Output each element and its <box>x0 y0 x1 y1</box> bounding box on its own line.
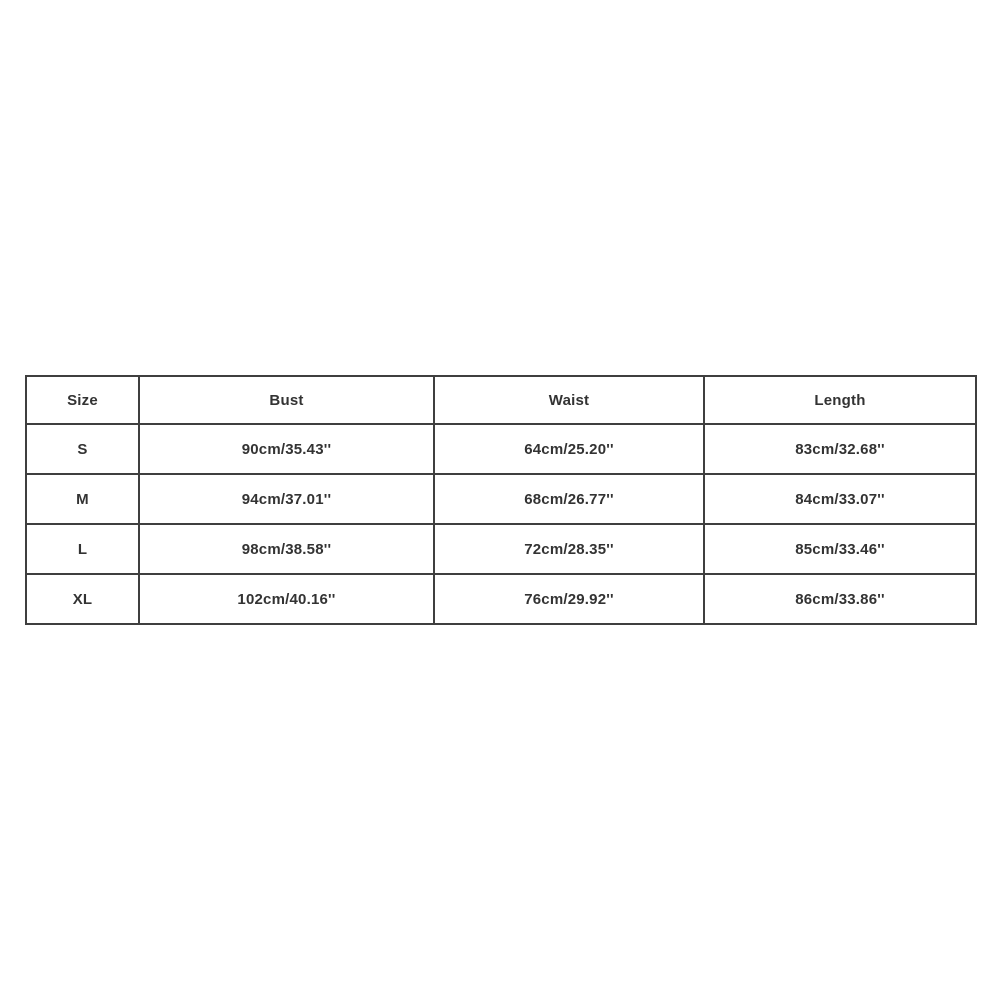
cell-waist-s: 64cm/25.20'' <box>434 424 704 474</box>
cell-size-l: L <box>26 524 139 574</box>
table-row-xl <box>26 574 976 624</box>
cell-bust-m: 94cm/37.01'' <box>139 474 434 524</box>
cell-waist-l: 72cm/28.35'' <box>434 524 704 574</box>
cell-length-xl: 86cm/33.86'' <box>704 574 976 624</box>
column-header-size: Size <box>26 376 139 424</box>
column-header-length: Length <box>704 376 976 424</box>
cell-length-s: 83cm/32.68'' <box>704 424 976 474</box>
cell-waist-m: 68cm/26.77'' <box>434 474 704 524</box>
table-row-l <box>26 524 976 574</box>
cell-waist-xl: 76cm/29.92'' <box>434 574 704 624</box>
column-header-waist: Waist <box>434 376 704 424</box>
cell-size-m: M <box>26 474 139 524</box>
cell-length-l: 85cm/33.46'' <box>704 524 976 574</box>
cell-size-xl: XL <box>26 574 139 624</box>
cell-bust-s: 90cm/35.43'' <box>139 424 434 474</box>
cell-size-s: S <box>26 424 139 474</box>
size-chart-table <box>25 375 977 625</box>
table-row-m <box>26 474 976 524</box>
table-row-s <box>26 424 976 474</box>
cell-bust-l: 98cm/38.58'' <box>139 524 434 574</box>
size-chart-header-row <box>26 376 976 424</box>
cell-length-m: 84cm/33.07'' <box>704 474 976 524</box>
column-header-bust: Bust <box>139 376 434 424</box>
cell-bust-xl: 102cm/40.16'' <box>139 574 434 624</box>
